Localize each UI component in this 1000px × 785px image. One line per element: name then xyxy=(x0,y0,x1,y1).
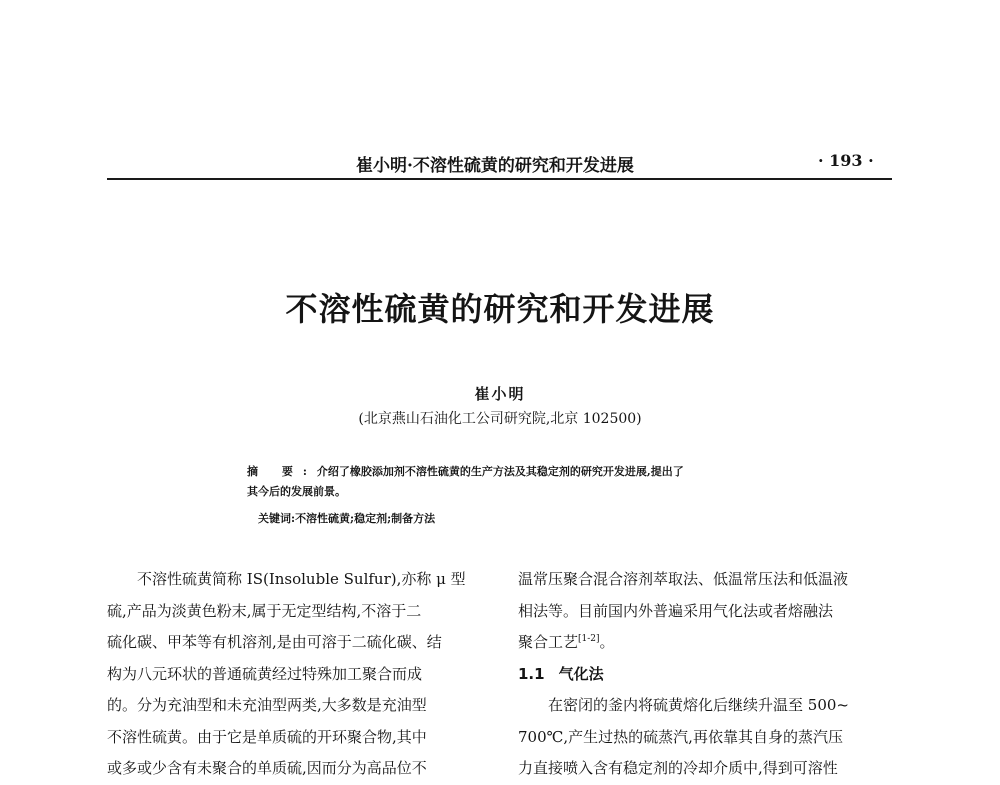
body-line: 相法等。目前国内外普遍采用气化法或者熔融法 xyxy=(518,601,834,620)
body-line: 温常压聚合混合溶剂萃取法、低温常压法和低温液 xyxy=(518,570,849,588)
body-column-left xyxy=(107,564,485,785)
body-line: 构为八元环状的普通硫黄经过特殊加工聚合而成 xyxy=(107,664,423,683)
author-name: 崔小明 xyxy=(474,385,526,403)
abstract-text-line-2: 其今后的发展前景。 xyxy=(247,485,346,498)
keywords-label: 关键词: xyxy=(258,512,296,525)
body-line: 或多或少含有未聚合的单质硫,因而分为高品位不 xyxy=(107,759,427,777)
body-line: 硫化碳、甲苯等有机溶剂,是由可溶于二硫化碳、结 xyxy=(107,633,442,651)
section-title: 气化法 xyxy=(558,664,604,683)
body-line: 硫,产品为淡黄色粉末,属于无定型结构,不溶于二 xyxy=(107,601,422,620)
body-line-end: 。 xyxy=(599,633,615,651)
running-title: 崔小明·不溶性硫黄的研究和开发进展 xyxy=(356,156,634,176)
body-line: 700℃,产生过热的硫蒸汽,再依靠其自身的蒸汽压 xyxy=(518,727,843,746)
section-heading xyxy=(518,659,896,691)
keywords xyxy=(258,510,435,526)
section-number: 1.1 xyxy=(518,664,545,683)
body-line-text: 聚合工艺 xyxy=(518,633,579,651)
body-line: 力直接喷入含有稳定剂的冷却介质中,得到可溶性 xyxy=(518,759,838,777)
affiliation: (北京燕山石油化工公司研究院,北京 102500) xyxy=(358,411,642,427)
body-line-with-citation xyxy=(518,627,896,659)
page-number: · 193 · xyxy=(818,151,874,170)
citation-ref: [1-2] xyxy=(578,634,600,644)
abstract xyxy=(247,462,767,502)
body-column-right xyxy=(518,564,896,785)
body-line: 在密闭的釜内将硫黄熔化后继续升温至 500~ xyxy=(548,696,849,714)
header-rule xyxy=(107,178,892,180)
abstract-text-line-1: 介绍了橡胶添加剂不溶性硫黄的生产方法及其稳定剂的研究开发进展,提出了 xyxy=(316,465,684,478)
body-line: 不溶性硫黄。由于它是单质硫的开环聚合物,其中 xyxy=(107,727,427,746)
abstract-label: 摘 要: xyxy=(247,465,317,478)
article-title: 不溶性硫黄的研究和开发进展 xyxy=(285,290,715,328)
keywords-text: 不溶性硫黄;稳定剂;制备方法 xyxy=(295,512,436,525)
body-line: 不溶性硫黄简称 IS(Insoluble Sulfur),亦称 μ 型 xyxy=(137,570,466,588)
body-line: 的。分为充油型和未充油型两类,大多数是充油型 xyxy=(107,696,427,714)
